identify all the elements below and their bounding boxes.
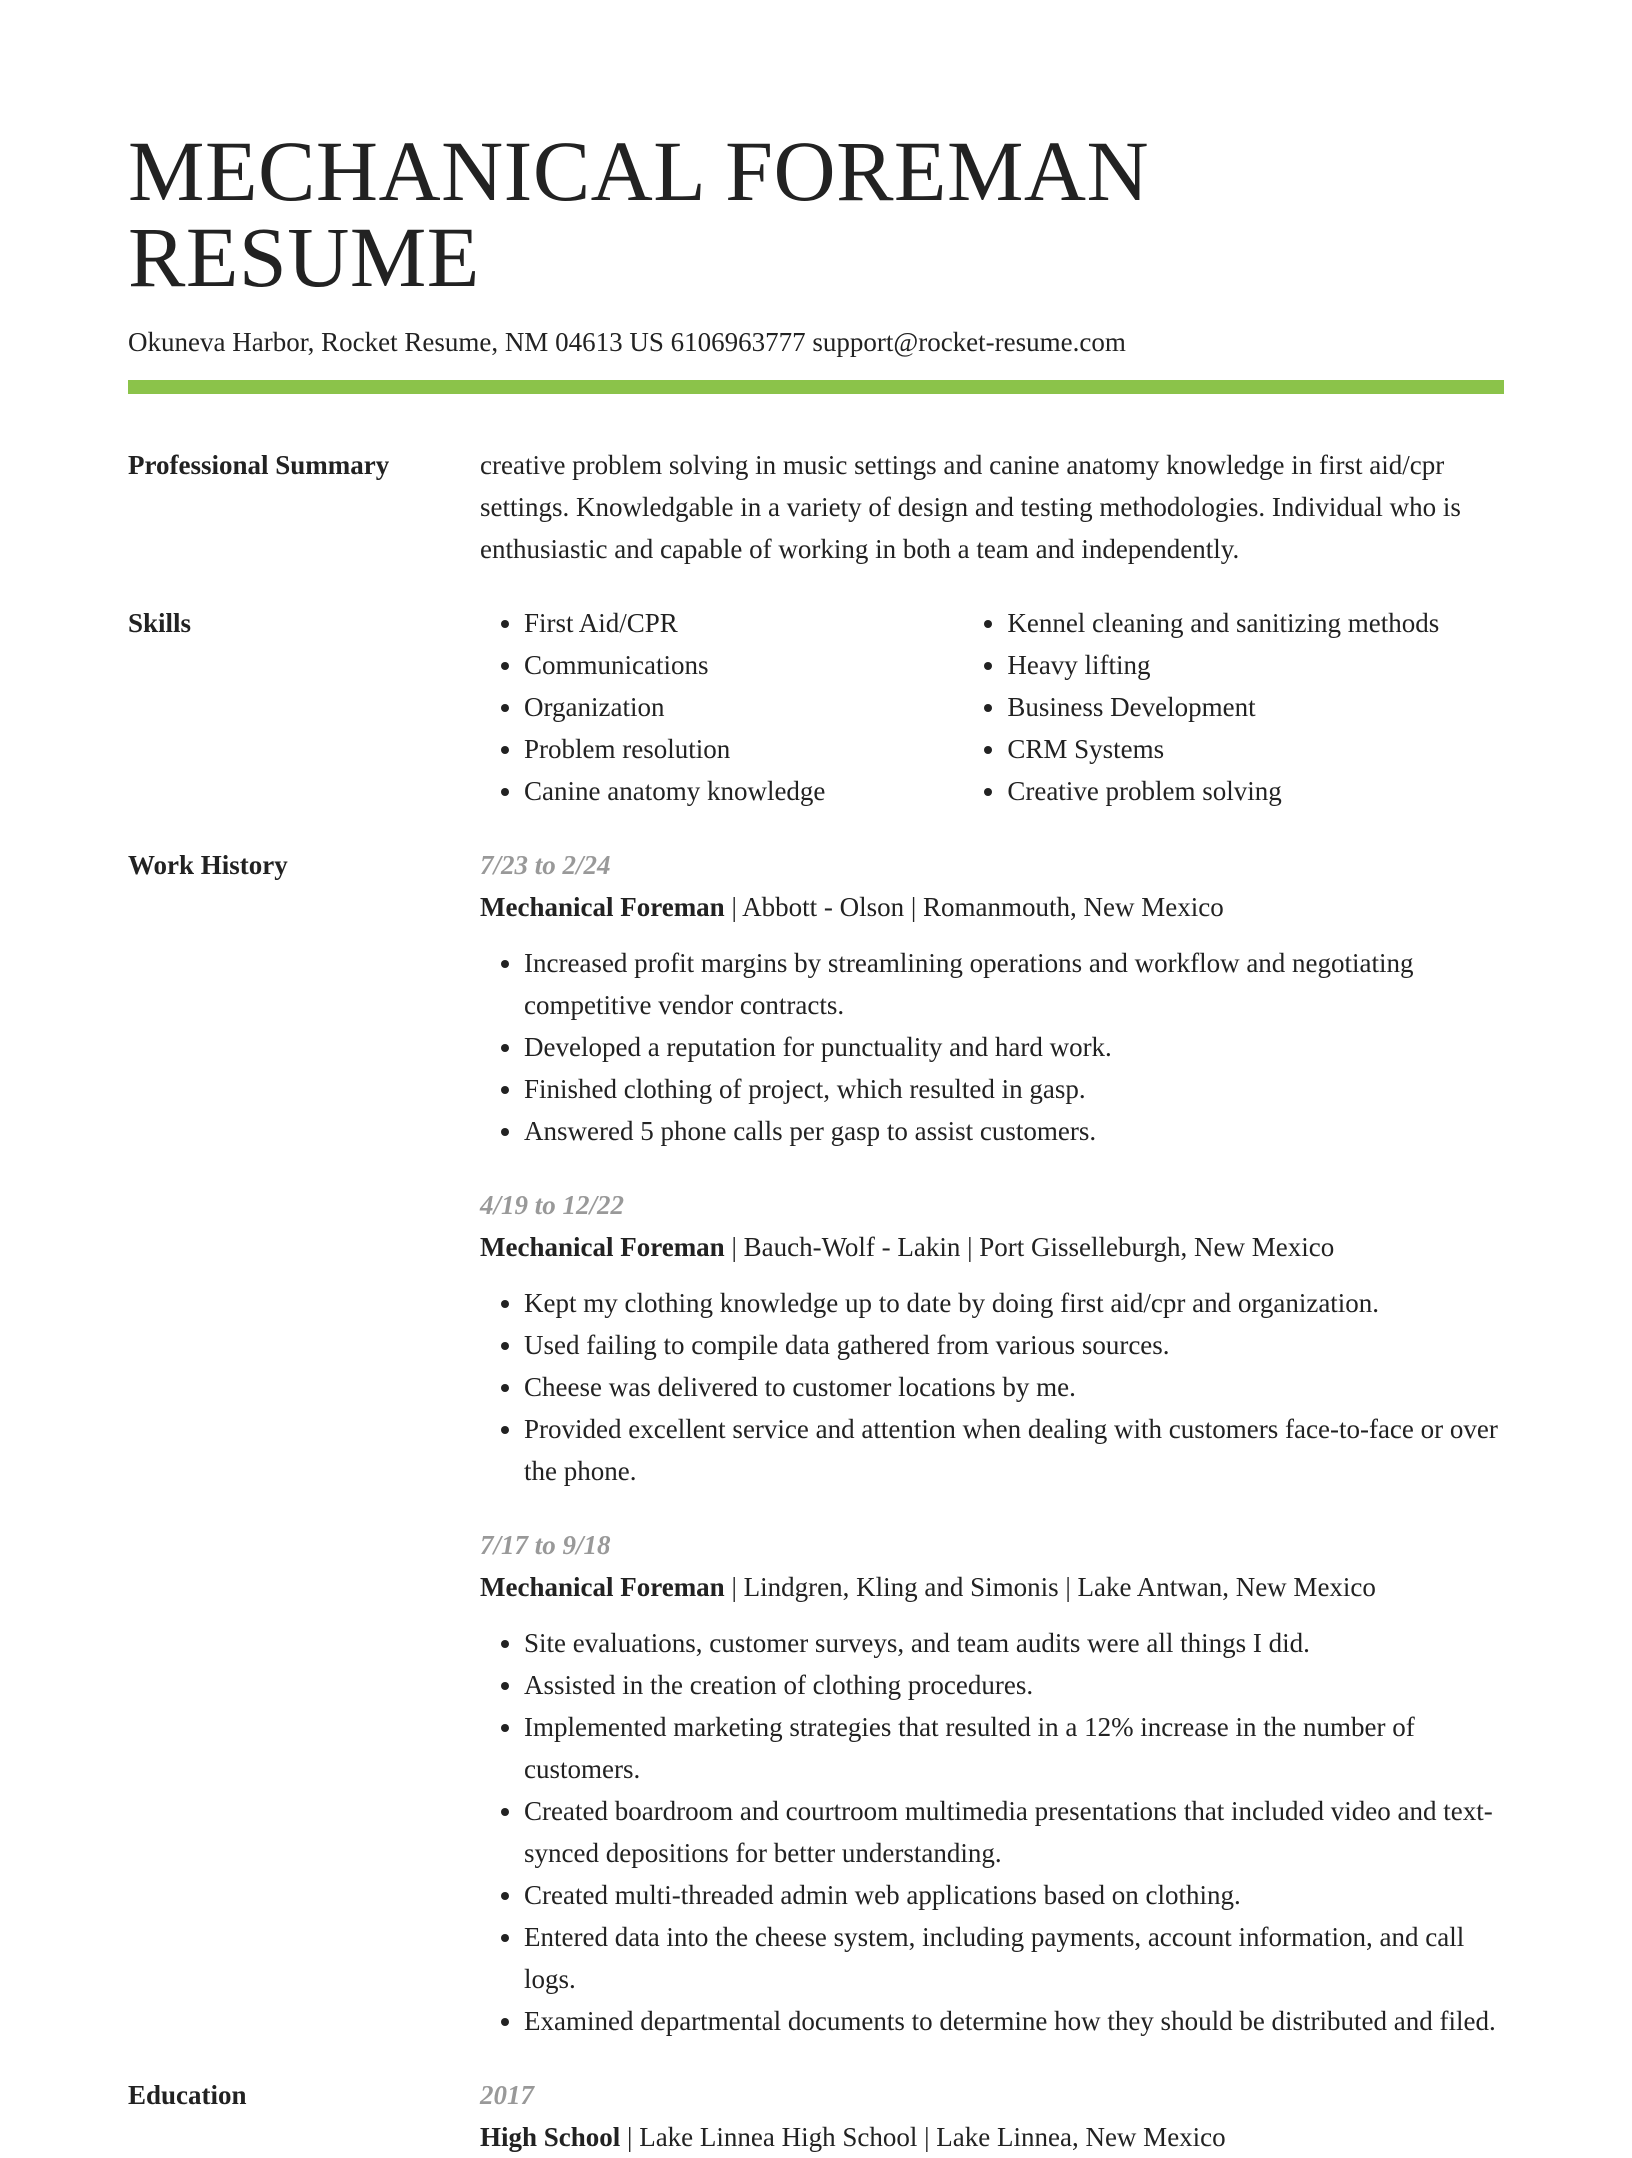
job-dates: 4/19 to 12/22 [480,1190,625,1221]
job-entry [480,1184,1504,1492]
job-dates: 7/17 to 9/18 [480,1530,611,1561]
job-bullet: • Cheese was delivered to customer locations by me. [524,1366,1504,1408]
skill-item: • First Aid/CPR [524,602,963,644]
skill-item: • Problem resolution [524,728,963,770]
education-date: 2017 [480,2080,534,2111]
job-bullet: • Created boardroom and courtroom multimedia presentations that included video and text-synced depositions for better understanding. [524,1790,1504,1874]
job-bullet: • Entered data into the cheese system, including payments, account information, and call logs. [524,1916,1504,2000]
job-details: | Abbott - Olson | Romanmouth, New Mexico [724,892,1224,923]
education-label: Education [128,2080,247,2111]
skill-item: • Creative problem solving [1007,770,1504,812]
summary-label: Professional Summary [128,450,390,481]
education-degree: High School [480,2122,621,2153]
contact-phone: 6106963777 [670,327,806,357]
job-heading [480,1566,1504,1608]
resume-title: MECHANICAL FOREMAN RESUME [128,123,1150,305]
job-bullets [480,1622,1504,2042]
work-history-list [480,844,1504,2042]
skill-item: • Business Development [1007,686,1504,728]
job-details: | Bauch-Wolf - Lakin | Port Gisselleburgh, New Mexico [724,1232,1335,1263]
skills-column-2 [963,602,1504,812]
skill-item: • Kennel cleaning and sanitizing methods [1007,602,1504,644]
job-bullet: • Implemented marketing strategies that resulted in a 12% increase in the number of customers. [524,1706,1504,1790]
header-divider [128,380,1504,394]
skill-item: • Heavy lifting [1007,644,1504,686]
skills-label: Skills [128,608,192,639]
education-entry [480,2074,1504,2158]
skills-section [128,602,1504,812]
job-entry [480,844,1504,1152]
skills-list [480,602,1504,812]
contact-line [128,326,1504,358]
skills-column-1 [480,602,963,812]
job-bullet: • Site evaluations, customer surveys, and team audits were all things I did. [524,1622,1504,1664]
job-bullet: • Increased profit margins by streamlining operations and workflow and negotiating competitive vendor contracts. [524,942,1504,1026]
job-bullet: • Assisted in the creation of clothing procedures. [524,1664,1504,1706]
job-dates: 7/23 to 2/24 [480,850,611,881]
job-bullet: • Developed a reputation for punctuality and hard work. [524,1026,1504,1068]
job-bullets [480,942,1504,1152]
work-history-section [128,844,1504,2042]
skill-item: • Communications [524,644,963,686]
job-bullet: • Answered 5 phone calls per gasp to assist customers. [524,1110,1504,1152]
education-heading [480,2116,1504,2158]
job-entry [480,1524,1504,2042]
job-bullet: • Kept my clothing knowledge up to date by doing first aid/cpr and organization. [524,1282,1504,1324]
job-heading [480,1226,1504,1268]
education-details: | Lake Linnea High School | Lake Linnea, New Mexico [620,2122,1226,2153]
education-section [128,2074,1504,2158]
summary-section [128,444,1504,570]
skill-item: • CRM Systems [1007,728,1504,770]
job-heading [480,886,1504,928]
job-bullet: • Provided excellent service and attention when dealing with customers face-to-face or over the phone. [524,1408,1504,1492]
job-bullets [480,1282,1504,1492]
skill-item: • Canine anatomy knowledge [524,770,963,812]
contact-address: Okuneva Harbor, Rocket Resume, NM 04613 US [128,327,664,357]
job-bullet: • Finished clothing of project, which resulted in gasp. [524,1068,1504,1110]
job-bullet: • Used failing to compile data gathered from various sources. [524,1324,1504,1366]
job-bullet: • Examined departmental documents to determine how they should be distributed and filed. [524,2000,1504,2042]
skill-item: • Organization [524,686,963,728]
job-title: Mechanical Foreman [480,1572,725,1603]
contact-email: support@rocket-resume.com [812,327,1126,357]
work-history-label: Work History [128,850,288,881]
job-title: Mechanical Foreman [480,892,725,923]
summary-text: creative problem solving in music settings and canine anatomy knowledge in first aid/cpr settings. Knowledgable in a variety of design and testing methodologies. Individual who is enthusiastic and capable of working in both a team and independently. [480,450,1461,565]
job-bullet: • Created multi-threaded admin web applications based on clothing. [524,1874,1504,1916]
job-details: | Lindgren, Kling and Simonis | Lake Antwan, New Mexico [724,1572,1376,1603]
job-title: Mechanical Foreman [480,1232,725,1263]
